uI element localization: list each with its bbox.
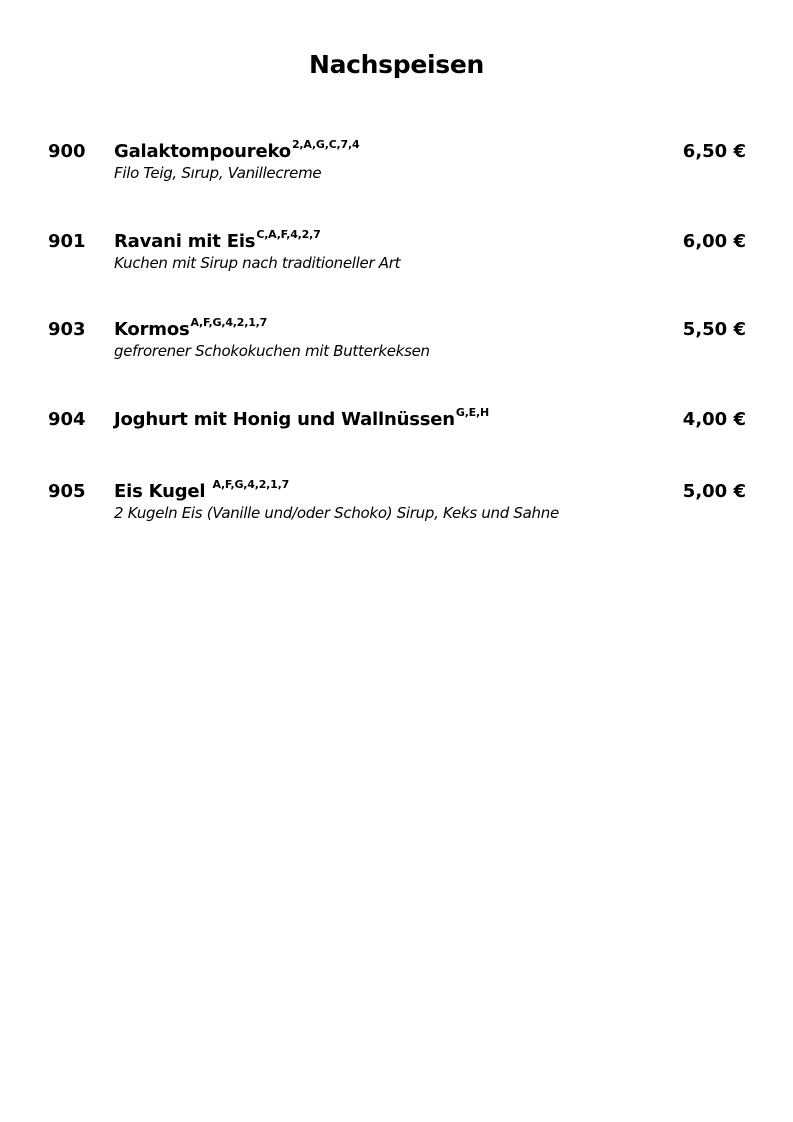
item-description: gefrorener Schokokuchen mit Butterkeksen <box>114 342 430 360</box>
item-name <box>114 406 489 431</box>
item-name <box>114 228 321 253</box>
item-number: 903 <box>48 319 86 340</box>
item-name <box>114 138 360 163</box>
item-number: 901 <box>48 231 86 252</box>
allergen-codes: 2,A,G,C,7,4 <box>291 138 360 151</box>
allergen-codes: A,F,G,4,2,1,7 <box>190 316 268 329</box>
item-name-text: Joghurt mit Honig und Wallnüssen <box>114 409 455 430</box>
item-name-text: Eis Kugel <box>114 481 212 502</box>
item-description: Filo Teig, Sırup, Vanillecreme <box>114 164 322 182</box>
item-name <box>114 478 290 503</box>
item-name-text: Ravani mit Eis <box>114 231 256 252</box>
item-description: Kuchen mit Sirup nach traditioneller Art <box>114 254 401 272</box>
item-price: 5,00 € <box>682 481 746 502</box>
item-price: 6,00 € <box>682 231 746 252</box>
item-number: 905 <box>48 481 86 502</box>
item-number: 904 <box>48 409 86 430</box>
page-title: Nachspeisen <box>308 50 485 79</box>
item-name-text: Kormos <box>114 319 190 340</box>
allergen-codes: G,E,H <box>455 406 489 419</box>
item-price: 6,50 € <box>682 141 746 162</box>
allergen-codes: C,A,F,4,2,7 <box>256 228 321 241</box>
item-number: 900 <box>48 141 86 162</box>
item-description: 2 Kugeln Eis (Vanille und/oder Schoko) Sirup, Keks und Sahne <box>114 504 559 522</box>
item-price: 5,50 € <box>682 319 746 340</box>
item-price: 4,00 € <box>682 409 746 430</box>
item-name <box>114 316 268 341</box>
item-name-text: Galaktompoureko <box>114 141 291 162</box>
allergen-codes: A,F,G,4,2,1,7 <box>212 478 290 491</box>
